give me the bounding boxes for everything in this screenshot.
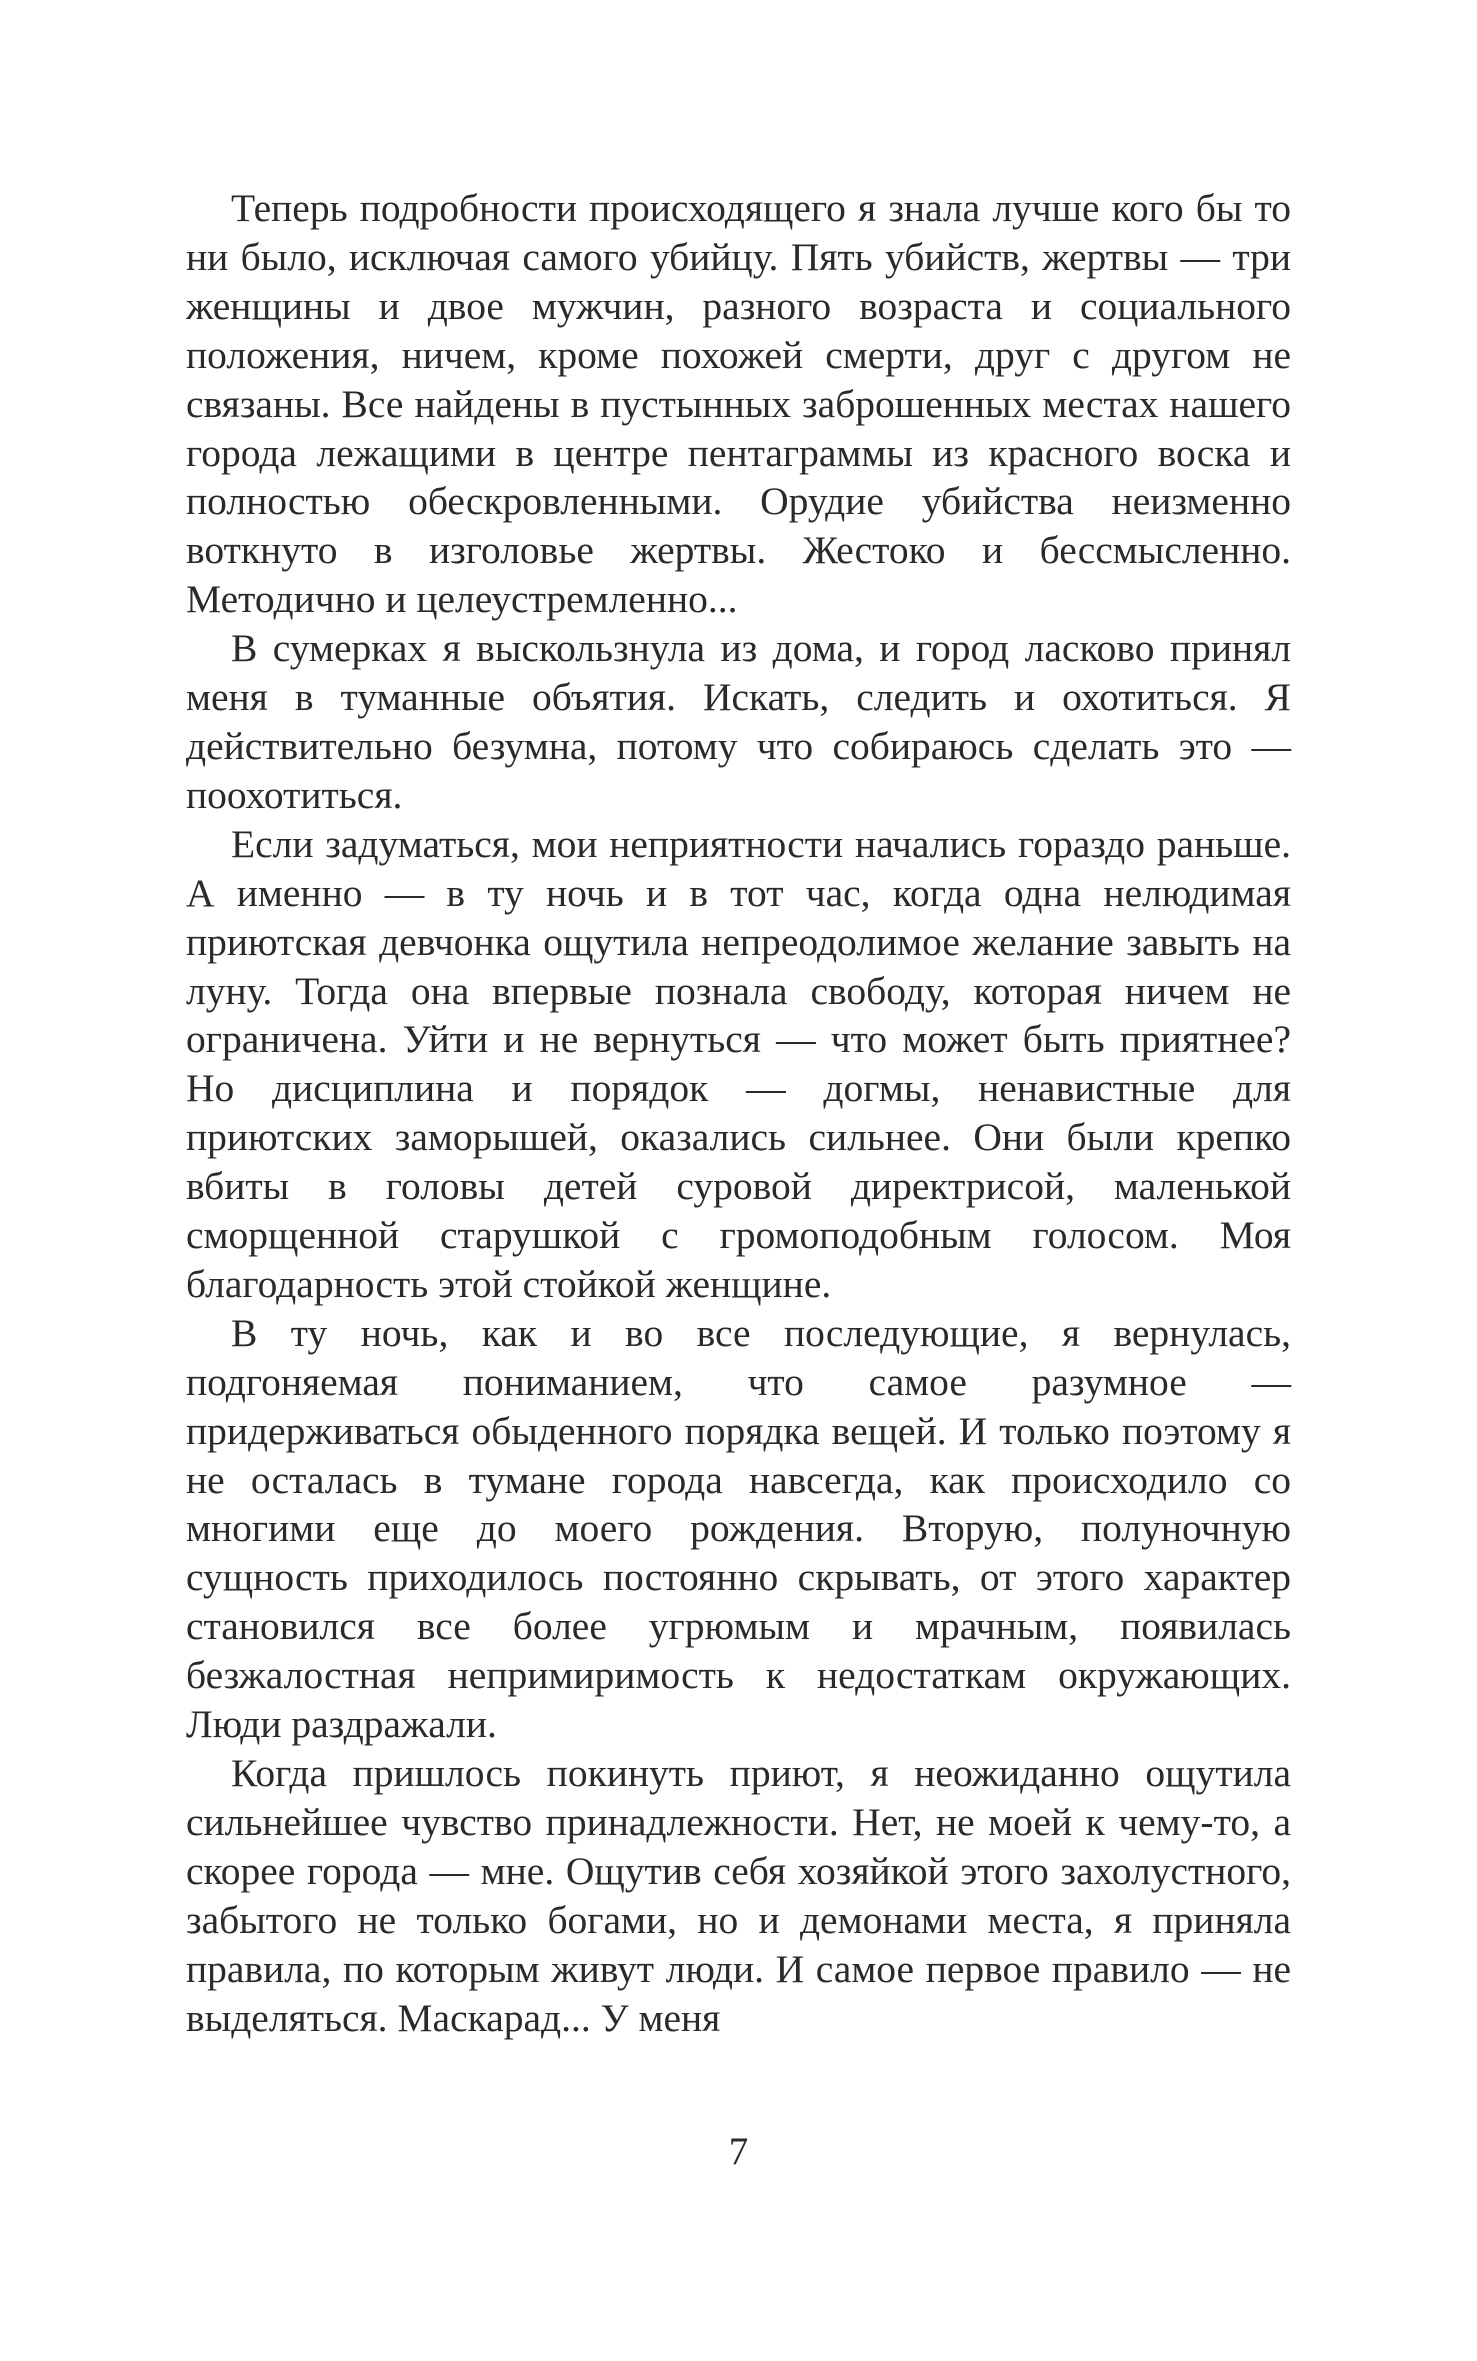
page-number: 7 xyxy=(728,2130,749,2173)
paragraph-4: В ту ночь, как и во все последующие, я вернулась, подгоняемая пониманием, что самое разумное — придерживаться обыденного порядка вещей. И только поэтому я не осталась в тумане города навсегда, как происходило со многими еще до моего рождения. Вторую, полуночную сущность приходилось постоянно скрывать, от этого характер становился все более угрюмым и мрачным, появилась безжалостная непримиримость к недостаткам окружающих. Люди раздражали. xyxy=(186,1310,1291,1747)
paragraph-2: В сумерках я выскользнула из дома, и город ласково принял меня в туманные объятия. Искать, следить и охотиться. Я действительно безумна, потому что собираюсь сделать это — поохотиться. xyxy=(186,626,1291,817)
paragraph-5: Когда пришлось покинуть приют, я неожиданно ощутила сильнейшее чувство принадлежности. Нет, не моей к чему-то, а скорее города — мне. Ощутив себя хозяйкой этого захолустного, забытого не только богами, но и демонами места, я приняла правила, по которым живут люди. И самое первое правило — не выделяться. Маскарад... У меня xyxy=(186,1751,1291,2040)
paragraph-3: Если задуматься, мои неприятности начались гораздо раньше. А именно — в ту ночь и в тот час, когда одна нелюдимая приютская девчонка ощутила непреодолимое желание завыть на луну. Тогда она впервые познала свободу, которая ничем не ограничена. Уйти и не вернуться — что может быть приятнее? Но дисциплина и порядок — догмы, ненавистные для приютских заморышей, оказались сильнее. Они были крепко вбиты в головы детей суровой директрисой, маленькой сморщенной старушкой с громоподобным голосом. Моя благодарность этой стойкой женщине. xyxy=(186,821,1291,1306)
body-text xyxy=(186,184,1291,2042)
paragraph-1: Теперь подробности происходящего я знала лучше кого бы то ни было, исключая самого убийцу. Пять убийств, жертвы — три женщины и двое мужчин, разного возраста и социального положения, ничем, кроме похожей смерти, друг с другом не связаны. Все найдены в пустынных заброшенных местах нашего города лежащими в центре пентаграммы из красного воска и полностью обескровленными. Орудие убийства неизменно воткнуто в изголовье жертвы. Жестоко и бессмысленно. Методично и целеустремленно... xyxy=(186,186,1291,622)
